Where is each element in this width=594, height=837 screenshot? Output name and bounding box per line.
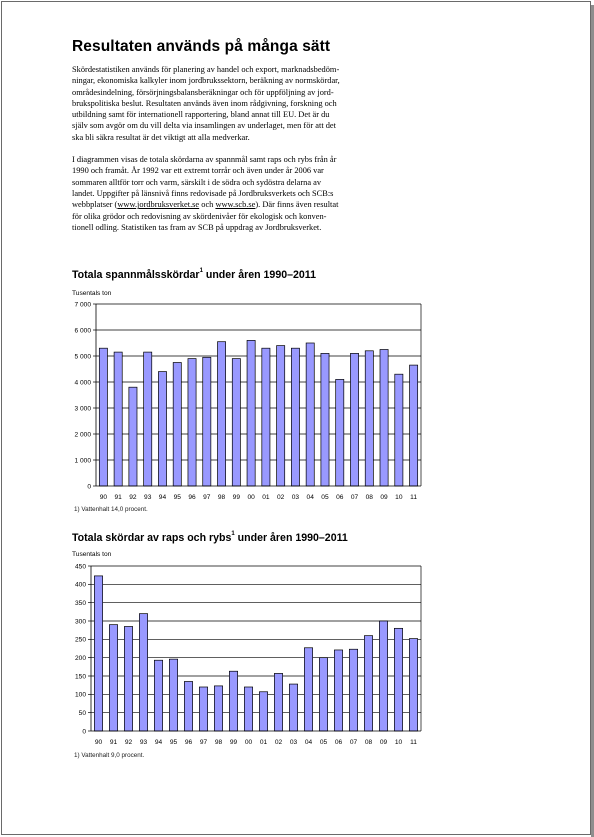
x-tick-label: 00 [247, 494, 255, 501]
x-tick-label: 94 [158, 494, 167, 501]
y-axis-label: Tusentals ton [72, 290, 112, 297]
y-tick-label: 0 [82, 728, 86, 736]
y-tick-label: 400 [74, 581, 86, 589]
x-tick-label: 10 [394, 739, 403, 746]
y-tick-label: 3 000 [74, 405, 91, 413]
bar [244, 687, 252, 731]
intro-paragraph: Skördestatistiken används för planering av handel och export, marknadsbedöm- ningar, ekonomiska kalkyler inom jordbrukssektorn, beräkning av normskördar, områdesindelning, försörjningsbalansberäkningar och för uppföljning av jord- brukspolitiska beslut. Resultaten används även inom rådgivning, forskning och utbildning samt för internationell rapportering, bland annat till EU. Det är du själv som avgör om du vill delta via insamlingen av underlaget, men för att det ska bli säkra resultat är det viktigt att alla medverkar. [72, 65, 340, 142]
x-tick-label: 99 [229, 739, 238, 746]
y-tick-label: 5 000 [74, 353, 91, 361]
x-tick-label: 92 [129, 494, 137, 501]
paragraph-text: ). Där finns även resultat för olika grödor och redovisning av skördenivåer för ekologisk och konven- tionell odling. Statistiken tas fram av SCB på uppdrag av Jordbruksverket. [72, 200, 339, 232]
x-tick-label: 04 [306, 494, 314, 501]
x-tick-label: 02 [274, 739, 283, 746]
x-tick-label: 96 [184, 739, 193, 746]
chart-title-suffix: under åren 1990–2011 [202, 269, 316, 281]
bar [94, 576, 102, 731]
x-tick-label: 03 [291, 494, 300, 501]
y-tick-label: 150 [74, 673, 86, 681]
x-tick-label: 00 [244, 739, 253, 746]
bar [319, 658, 327, 731]
link-scb[interactable]: www.scb.se [215, 200, 256, 210]
bar [289, 684, 297, 731]
x-tick-label: 91 [109, 739, 118, 746]
chart-title-text: Totala skördar av raps och rybs [72, 532, 232, 544]
bar [349, 649, 357, 731]
y-tick-label: 50 [78, 709, 86, 717]
bar [214, 686, 222, 731]
x-tick-label: 95 [173, 494, 181, 501]
y-tick-label: 300 [74, 618, 86, 626]
x-tick-label: 01 [262, 494, 270, 501]
x-tick-label: 11 [410, 494, 418, 501]
x-tick-label: 09 [380, 494, 388, 501]
bar [199, 687, 207, 731]
bar [154, 660, 162, 731]
x-tick-label: 05 [321, 494, 329, 501]
y-tick-label: 100 [74, 691, 86, 699]
x-tick-label: 08 [364, 739, 373, 746]
bar [139, 614, 147, 731]
x-tick-label: 98 [214, 739, 223, 746]
bar [274, 673, 282, 731]
y-tick-label: 350 [74, 599, 86, 607]
footnote-mark: 1 [231, 531, 235, 537]
x-tick-label: 07 [349, 739, 358, 746]
x-tick-label: 10 [395, 494, 403, 501]
y-tick-label: 200 [74, 654, 86, 662]
bar [259, 692, 267, 731]
x-tick-label: 93 [139, 739, 148, 746]
x-tick-label: 09 [379, 739, 388, 746]
y-tick-label: 250 [74, 636, 86, 644]
y-tick-label: 450 [74, 563, 86, 571]
x-tick-label: 90 [94, 739, 103, 746]
x-tick-label: 96 [188, 494, 196, 501]
x-tick-label: 92 [124, 739, 133, 746]
footnote-mark: 1 [199, 268, 203, 274]
x-tick-label: 08 [365, 494, 373, 501]
chart-footnote-spannmal: 1) Vattenhalt 14,0 procent. [74, 506, 148, 513]
y-tick-label: 4 000 [74, 379, 91, 387]
x-tick-label: 11 [410, 739, 417, 746]
bar [394, 628, 402, 731]
page-heading: Resultaten används på många sätt [72, 38, 331, 55]
x-tick-label: 93 [144, 494, 152, 501]
x-tick-label: 98 [217, 494, 226, 501]
bar [109, 625, 117, 731]
y-tick-label: 7 000 [74, 301, 91, 309]
chart-footnote-raps: 1) Vattenhalt 9,0 procent. [74, 752, 145, 759]
y-tick-label: 0 [87, 483, 91, 491]
paragraph-text: och [199, 200, 216, 210]
bar [334, 650, 342, 731]
x-tick-label: 04 [304, 739, 313, 746]
x-tick-label: 03 [289, 739, 298, 746]
y-tick-label: 2 000 [74, 431, 91, 439]
x-tick-label: 06 [336, 494, 344, 501]
x-tick-label: 94 [154, 739, 163, 746]
x-tick-label: 06 [334, 739, 343, 746]
bar [124, 627, 132, 732]
x-tick-label: 01 [259, 739, 268, 746]
x-tick-label: 91 [114, 494, 122, 501]
bar [364, 636, 372, 731]
x-tick-label: 90 [99, 494, 108, 501]
bar [169, 659, 177, 731]
y-tick-label: 6 000 [74, 327, 91, 335]
bar [304, 648, 312, 731]
paragraph-text: I diagrammen visas de totala skördarna av spannmål samt raps och rybs från år 1990 och framåt. År 1992 var ett extremt torrår och även under år 2006 var sommaren alltför torr och varm, särskilt i de södra och sydöstra delarna av landet. Uppgifter på länsnivå finns redovisade på Jordbruksverkets och SCB:s webbplatser ( [72, 155, 337, 210]
x-tick-label: 07 [350, 494, 359, 501]
bar [409, 639, 417, 731]
bar [184, 682, 192, 732]
x-tick-label: 05 [319, 739, 328, 746]
chart-title-suffix: under åren 1990–2011 [234, 532, 348, 544]
x-tick-label: 97 [203, 494, 211, 501]
bar [229, 671, 237, 731]
x-tick-label: 95 [169, 739, 178, 746]
y-axis-label: Tusentals ton [72, 551, 112, 558]
y-tick-label: 1 000 [74, 457, 91, 465]
x-tick-label: 02 [276, 494, 285, 501]
link-jordbruksverket[interactable]: www.jordbruksverket.se [117, 200, 200, 210]
x-tick-label: 97 [199, 739, 208, 746]
x-tick-label: 99 [232, 494, 241, 501]
bar [379, 621, 387, 731]
chart-title-text: Totala spannmålsskördar [72, 269, 200, 281]
